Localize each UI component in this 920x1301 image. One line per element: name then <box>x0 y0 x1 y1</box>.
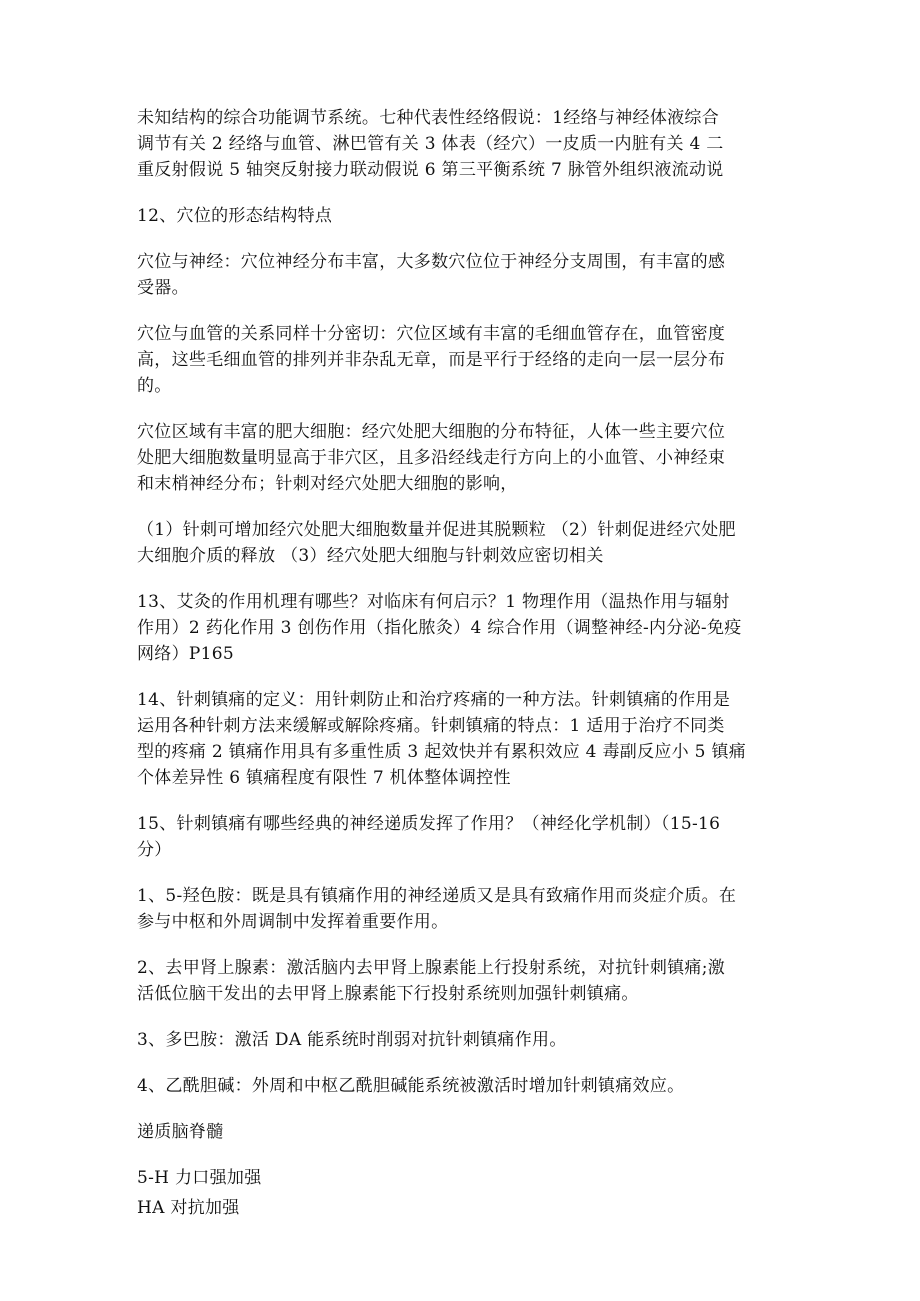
text-line: 运用各种针刺方法来缓解或解除疼痛。针刺镇痛的特点：1 适用于治疗不同类 <box>137 716 725 736</box>
text-line: 和末梢神经分布；针刺对经穴处肥大细胞的影响， <box>137 474 518 494</box>
text-line: 处肥大细胞数量明显高于非穴区，且多沿经线走行方向上的小血管、小神经束 <box>137 448 726 468</box>
text-line: 个体差异性 6 镇痛程度有限性 7 机体整体调控性 <box>137 768 511 788</box>
text-line: 作用）2 药化作用 3 创伤作用（指化脓灸）4 综合作用（调整神经-内分泌-免疫 <box>137 618 742 638</box>
text-line: 重反射假说 5 轴突反射接力联动假说 6 第三平衡系统 7 脉管外组织液流动说 <box>137 160 724 180</box>
paragraph-intro <box>137 105 790 183</box>
text-line: 递质脑脊髓 <box>137 1122 224 1142</box>
text-line: 型的疼痛 2 镇痛作用具有多重性质 3 起效快并有累积效应 4 毒副反应小 5 镇痛 <box>137 742 747 762</box>
text-line: 参与中枢和外周调制中发挥着重要作用。 <box>137 912 449 932</box>
text-line: 5-H 力口强加强 <box>137 1168 262 1188</box>
text-line: 调节有关 2 经络与血管、淋巴管有关 3 体表（经穴）一皮质一内脏有关 4 二 <box>137 134 724 154</box>
text-line: 12、穴位的形态结构特点 <box>137 206 333 226</box>
text-line: 活低位脑干发出的去甲肾上腺素能下行投射系统则加强针刺镇痛。 <box>137 984 639 1004</box>
text-line: 高，这些毛细血管的排列并非杂乱无章，而是平行于经络的走向一层一层分布 <box>137 350 726 370</box>
text-line: 14、针刺镇痛的定义：用针刺防止和治疗疼痛的一种方法。针刺镇痛的作用是 <box>137 690 731 710</box>
text-line: 13、艾灸的作用机理有哪些？对临床有何启示？1 物理作用（温热作用与辐射 <box>137 592 730 612</box>
text-line: 受器。 <box>137 278 189 298</box>
section-14-analgesia <box>137 687 790 791</box>
text-line: 大细胞介质的释放 （3）经穴处肥大细胞与针刺效应密切相关 <box>137 546 604 566</box>
item-acetylcholine <box>137 1073 790 1099</box>
text-line: 4、乙酰胆碱：外周和中枢乙酰胆碱能系统被激活时增加针刺镇痛效应。 <box>137 1076 685 1096</box>
text-line: 分） <box>137 840 172 860</box>
text-line: 2、去甲肾上腺素：激活脑内去甲肾上腺素能上行投射系统，对抗针刺镇痛;激 <box>137 958 726 978</box>
item-serotonin <box>137 883 790 935</box>
paragraph-mast-cells <box>137 419 790 497</box>
text-line: 未知结构的综合功能调节系统。七种代表性经络假说：1经络与神经体液综合 <box>137 108 720 128</box>
text-line: 穴位与神经：穴位神经分布丰富，大多数穴位位于神经分支周围，有丰富的感 <box>137 252 726 272</box>
table-header-row <box>137 1119 790 1145</box>
section-13-moxibustion <box>137 589 790 667</box>
item-dopamine <box>137 1027 790 1053</box>
text-line: 15、针刺镇痛有哪些经典的神经递质发挥了作用？（神经化学机制）（15-16 <box>137 814 721 834</box>
text-line: 3、多巴胺：激活 DA 能系统时削弱对抗针刺镇痛作用。 <box>137 1030 567 1050</box>
paragraph-acupoint-nerve <box>137 249 790 301</box>
text-line: 1、5-羟色胺：既是具有镇痛作用的神经递质又是具有致痛作用而炎症介质。在 <box>137 886 737 906</box>
paragraph-acupoint-vessel <box>137 321 790 399</box>
text-line: 的。 <box>137 376 172 396</box>
table-row-5h <box>137 1165 790 1191</box>
section-15-neurotransmitters <box>137 811 790 863</box>
text-line: 穴位与血管的关系同样十分密切：穴位区域有丰富的毛细血管存在，血管密度 <box>137 324 726 344</box>
text-line: （1）针刺可增加经穴处肥大细胞数量并促进其脱颗粒 （2）针刺促进经穴处肥 <box>137 520 736 540</box>
table-row-ha <box>137 1195 790 1221</box>
text-line: 穴位区域有丰富的肥大细胞：经穴处肥大细胞的分布特征，人体一些主要穴位 <box>137 422 726 442</box>
section-heading-12 <box>137 203 790 229</box>
text-line: HA 对抗加强 <box>137 1198 240 1218</box>
item-norepinephrine <box>137 955 790 1007</box>
text-line: 网络）P165 <box>137 644 234 664</box>
paragraph-acupuncture-effects <box>137 517 790 569</box>
